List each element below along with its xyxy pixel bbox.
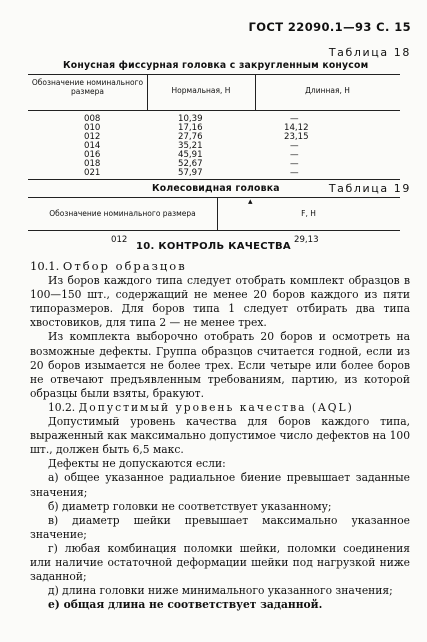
normal-value: 27,76 [178, 132, 203, 142]
long-value: — [290, 141, 299, 151]
long-value: — [290, 114, 299, 124]
size-code: 016 [84, 150, 101, 160]
table-18-title: Конусная фиссурная головка с закругленным конусом [63, 60, 369, 71]
normal-value: 52,67 [178, 159, 203, 169]
table-19-label: Таблица 19 [328, 182, 411, 195]
long-value: — [290, 168, 299, 178]
table-18-top-rule [28, 74, 400, 75]
table-19-col-header-force: F, Н [301, 209, 316, 218]
section-title: 10. КОНТРОЛЬ КАЧЕСТВА [136, 241, 291, 252]
long-value: 23,15 [284, 132, 309, 142]
list-item: в) диаметр шейки превышает максимально указанное значение; [30, 513, 410, 541]
normal-value: 45,91 [178, 150, 203, 160]
normal-value: 17,16 [178, 123, 203, 133]
table-19-header-rule [28, 230, 400, 231]
section-body [30, 259, 410, 612]
list-item: б) диаметр головки не соответствует указанному; [48, 499, 332, 513]
paragraph: Дефекты не допускаются если: [48, 457, 226, 471]
size-code: 021 [84, 168, 101, 178]
table-18-col-header-size: Обозначение номинального размера [31, 78, 144, 96]
table-19-title: Колесовидная головка [152, 183, 280, 194]
force-value: 29,13 [294, 235, 319, 245]
normal-value: 57,97 [178, 168, 203, 178]
subsection-10-2-heading: 10.2. Допустимый уровень качества (AQL) [48, 400, 354, 414]
normal-value: 35,21 [178, 141, 203, 151]
table-19-col-header-size: Обозначение номинального размера [49, 209, 196, 218]
list-item: е) общая длина не соответствует заданной. [48, 598, 323, 612]
long-value: — [290, 159, 299, 169]
paragraph: Допустимый уровень качества для боров каждого типа, выраженный как максимально допустимое число дефектов на 100 шт., должен быть 6,5 макс. [30, 415, 410, 457]
size-code: 012 [111, 235, 128, 245]
table-18-label: Таблица 18 [328, 46, 411, 59]
long-value: — [290, 150, 299, 160]
size-code: 012 [84, 132, 101, 142]
long-value: 14,12 [284, 123, 309, 133]
normal-value: 10,39 [178, 114, 203, 124]
size-code: 010 [84, 123, 101, 133]
paragraph: Из боров каждого типа следует отобрать комплект образцов в 100—150 шт., содержащий не менее 20 боров каждого из пяти типоразмеров. Для боров типа 1 следует отбирать два типа хвостовиков, для типа 2 — не менее трех. [30, 274, 410, 330]
paragraph: Из комплекта выборочно отобрать 20 боров и осмотреть на возможные дефекты. Группа образцов считается годной, если из 20 боров изымается не более трех. Если четыре или более боров не отвечают предъявленным требованиям, партию, из которой образцы были взяты, бракуют. [30, 330, 410, 400]
size-code: 008 [84, 114, 101, 124]
table-18-bottom-rule [28, 179, 400, 180]
table-19-top-rule [28, 197, 400, 198]
subsection-10-1-heading: 10.1. Отбор образцов [30, 259, 187, 273]
list-item: а) общее указанное радиальное биение превышает заданные значения; [30, 471, 410, 499]
scan-mark: ▴ [248, 197, 253, 207]
list-item: г) любая комбинация поломки шейки, поломки соединения или наличие остаточной деформации шейки под нагрузкой ниже заданной; [30, 541, 410, 584]
size-code: 014 [84, 141, 101, 151]
table-18-header-rule [28, 110, 400, 111]
table-18-col-header-long: Длинная, Н [305, 86, 350, 95]
table-18-col-header-normal: Нормальная, Н [171, 86, 231, 95]
page-header: ГОСТ 22090.1—93 С. 15 [248, 20, 411, 34]
list-item: д) длина головки ниже минимального указанного значения; [48, 584, 393, 598]
size-code: 018 [84, 159, 101, 169]
